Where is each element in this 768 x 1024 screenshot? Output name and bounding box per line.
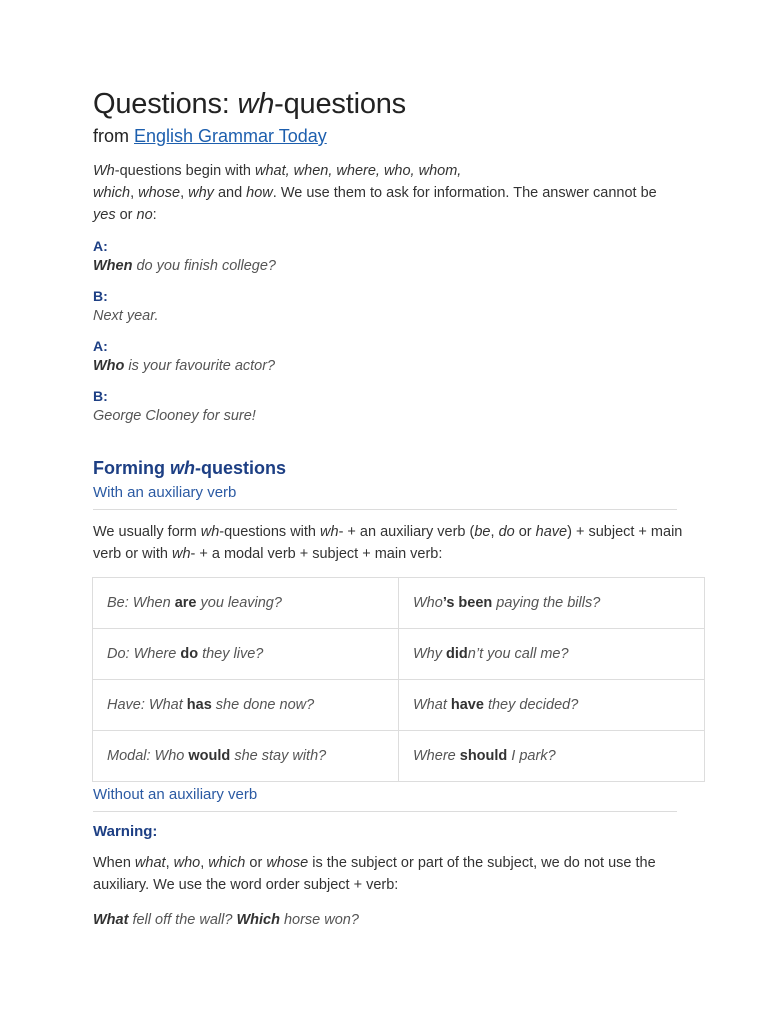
example-bold: Which — [236, 912, 280, 928]
cell-pre: Who — [413, 595, 443, 611]
dialog-bold: When — [93, 258, 133, 274]
para-comma: , — [490, 524, 499, 540]
cell-post: you leaving? — [196, 595, 282, 611]
title-suffix: -questions — [274, 88, 406, 120]
cell-pre: Be: When — [107, 595, 175, 611]
intro-colon: : — [152, 207, 157, 223]
cell-post: they decided? — [483, 697, 579, 713]
heading-pre: Forming — [93, 458, 170, 478]
dialog-text: Next year. — [93, 308, 159, 324]
cell-bold: would — [188, 748, 231, 764]
warning-paragraph — [93, 852, 683, 896]
para2-whose: whose — [266, 855, 309, 871]
para-be: be — [474, 524, 491, 540]
cell-pre: Modal: Who — [107, 748, 189, 764]
para-text-1: We usually form — [93, 524, 201, 540]
cell-bold: do — [180, 646, 199, 662]
heading-italic: wh — [170, 458, 195, 478]
para-or: or — [514, 524, 536, 540]
auxiliary-paragraph — [93, 521, 683, 565]
dialog-speaker: B: — [93, 388, 108, 404]
table-cell — [399, 629, 705, 680]
divider — [93, 509, 677, 510]
dialog-text: is your favourite actor? — [124, 358, 276, 374]
intro-comma-1: , — [130, 185, 139, 201]
dialog-bold: Who — [93, 358, 125, 374]
para2-which: which — [208, 855, 246, 871]
para2-comma: , — [200, 855, 209, 871]
title-italic: wh — [237, 88, 275, 120]
source-from: from — [93, 126, 129, 146]
cell-bold: should — [459, 748, 508, 764]
cell-post: I park? — [507, 748, 556, 764]
para2-what: what — [134, 855, 166, 871]
source-link[interactable]: English Grammar Today — [134, 126, 327, 146]
cell-pre: Do: Where — [107, 646, 181, 662]
cell-pre: Where — [413, 748, 460, 764]
subheading-without-auxiliary[interactable]: Without an auxiliary verb — [93, 786, 258, 803]
cell-bold: did — [446, 646, 468, 662]
example-text: fell off the wall? — [128, 912, 237, 928]
examples-table — [92, 577, 705, 782]
example-bold: What — [93, 912, 129, 928]
subheading-with-auxiliary[interactable]: With an auxiliary verb — [93, 484, 237, 501]
heading-post: -questions — [195, 458, 287, 478]
cell-bold: ’s been — [442, 595, 493, 611]
cell-pre: Why — [413, 646, 447, 662]
intro-whose: whose — [138, 185, 181, 201]
cell-bold: are — [174, 595, 197, 611]
intro-text-1: -questions begin with — [114, 163, 255, 179]
para-text-2: -questions with — [219, 524, 321, 540]
intro-words: what, when, where, who, whom, — [255, 163, 462, 179]
para-text-5: - + a modal verb + subject + main verb: — [190, 546, 443, 562]
cell-pre: What — [413, 697, 451, 713]
intro-text-2: . We use them to ask for information. The answer cannot be — [272, 185, 657, 201]
warning-label: Warning: — [93, 823, 158, 840]
para-text-3: - + an auxiliary verb ( — [338, 524, 475, 540]
dialog-line — [93, 256, 683, 277]
table-cell — [93, 578, 399, 629]
intro-comma-2: , — [180, 185, 189, 201]
example-text: horse won? — [279, 912, 359, 928]
table-row — [93, 731, 705, 782]
table-cell — [93, 629, 399, 680]
para-wh: wh — [171, 546, 191, 562]
para-text-4: ) + subject + main verb or with — [93, 524, 683, 562]
para-wh: wh — [200, 524, 220, 540]
intro-or: or — [115, 207, 137, 223]
table-cell — [399, 578, 705, 629]
intro-yes: yes — [93, 207, 116, 223]
dialog-line — [93, 356, 683, 377]
intro-how: how — [246, 185, 273, 201]
dialog-examples — [93, 236, 683, 427]
cell-bold: has — [186, 697, 212, 713]
dialog-line — [93, 306, 683, 327]
para-have: have — [535, 524, 568, 540]
cell-pre: Have: What — [107, 697, 187, 713]
intro-no: no — [136, 207, 153, 223]
para-wh: wh — [320, 524, 339, 540]
cell-post: they live? — [198, 646, 264, 662]
cell-bold: have — [450, 697, 484, 713]
para2-comma: , — [165, 855, 174, 871]
source-line — [93, 125, 683, 147]
intro-why: why — [188, 185, 214, 201]
title-prefix: Questions: — [93, 88, 238, 120]
table-cell — [93, 731, 399, 782]
para-do: do — [498, 524, 515, 540]
intro-wh: Wh — [93, 163, 115, 179]
para2-who: who — [173, 855, 201, 871]
article — [93, 86, 683, 930]
cell-post: she done now? — [211, 697, 315, 713]
dialog-line — [93, 406, 683, 427]
table-cell — [399, 680, 705, 731]
para2-or: or — [245, 855, 267, 871]
dialog-speaker: A: — [93, 238, 108, 254]
cell-post: she stay with? — [230, 748, 327, 764]
intro-and: and — [213, 185, 247, 201]
cell-post: paying the bills? — [492, 595, 601, 611]
table-row — [93, 680, 705, 731]
intro-which: which — [93, 185, 131, 201]
dialog-speaker: A: — [93, 338, 108, 354]
intro-paragraph — [93, 160, 683, 226]
dialog-speaker: B: — [93, 288, 108, 304]
page-title — [93, 86, 683, 122]
cell-post: n’t you call me? — [467, 646, 569, 662]
dialog-text: George Clooney for sure! — [93, 408, 256, 424]
dialog-text: do you finish college? — [132, 258, 276, 274]
para2-text-1: When — [93, 855, 135, 871]
table-cell — [399, 731, 705, 782]
para2-text-2: is the subject or part of the subject, we do not use the auxiliary. We use the word order subject + verb: — [93, 855, 656, 893]
table-row — [93, 578, 705, 629]
table-cell — [93, 680, 399, 731]
section-heading — [93, 456, 683, 480]
example-sentence — [93, 910, 683, 930]
table-row — [93, 629, 705, 680]
divider — [93, 811, 677, 812]
